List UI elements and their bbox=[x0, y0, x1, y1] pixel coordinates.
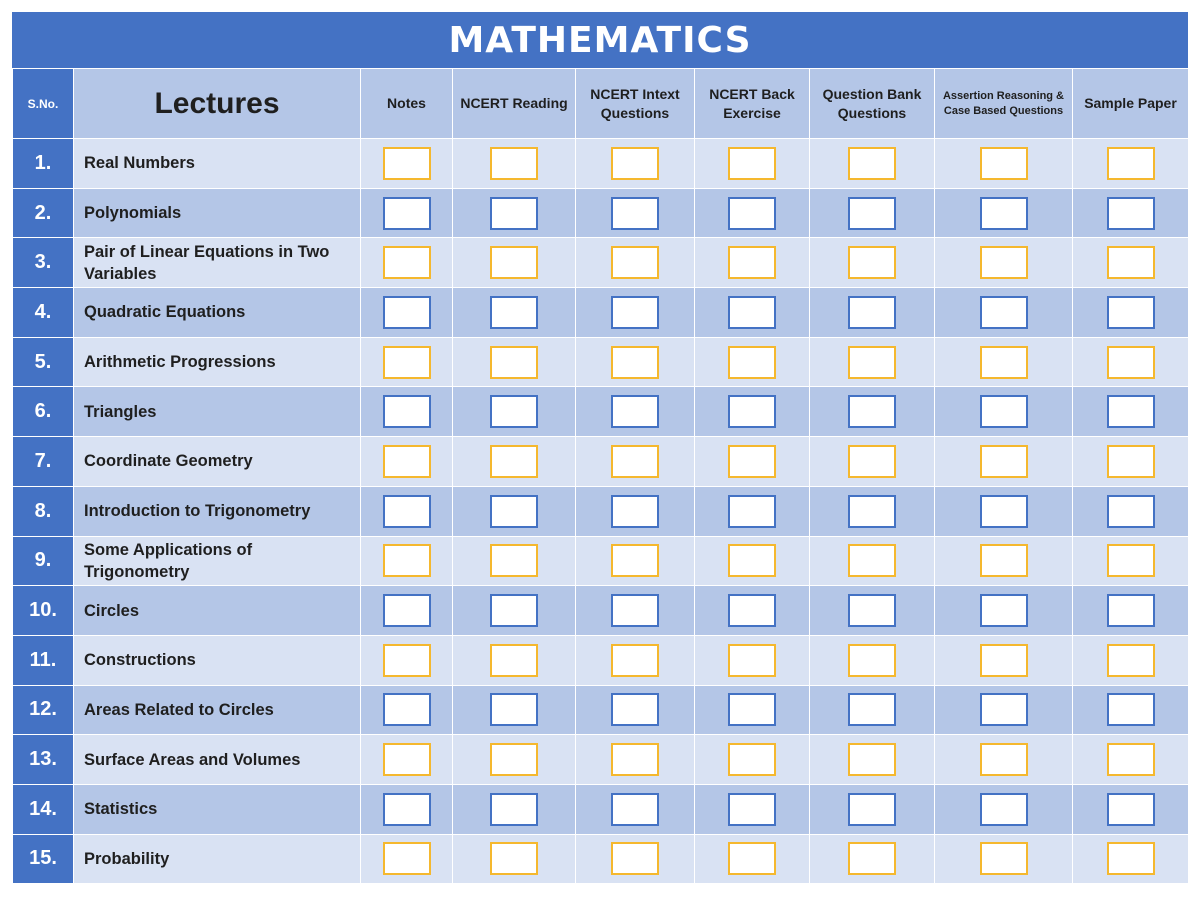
serial-number: 7. bbox=[13, 437, 74, 487]
assertion-reasoning-cell bbox=[935, 387, 1073, 437]
ncert-back-exercise-cell bbox=[695, 536, 810, 586]
ncert-back-exercise-cell bbox=[695, 337, 810, 387]
ncert-reading-cell bbox=[453, 536, 576, 586]
notes-cell bbox=[361, 735, 453, 785]
assertion-reasoning-cell bbox=[935, 288, 1073, 338]
serial-number: 4. bbox=[13, 288, 74, 338]
sample-paper-cell bbox=[1073, 635, 1189, 685]
serial-number: 12. bbox=[13, 685, 74, 735]
lecture-name: Real Numbers bbox=[74, 139, 361, 189]
serial-number: 8. bbox=[13, 486, 74, 536]
serial-number: 9. bbox=[13, 536, 74, 586]
sample-paper-header: Sample Paper bbox=[1073, 69, 1189, 139]
question-bank-cell bbox=[810, 238, 935, 288]
notes-checkbox[interactable] bbox=[383, 693, 431, 726]
ncert-intext-cell bbox=[576, 834, 695, 884]
ncert-intext-checkbox[interactable] bbox=[611, 246, 659, 279]
lecture-name: Surface Areas and Volumes bbox=[74, 735, 361, 785]
ncert-reading-cell bbox=[453, 586, 576, 636]
assertion-reasoning-cell bbox=[935, 188, 1073, 238]
notes-checkbox[interactable] bbox=[383, 743, 431, 776]
ncert-back-exercise-cell bbox=[695, 834, 810, 884]
ncert-reading-checkbox[interactable] bbox=[490, 544, 538, 577]
ncert-intext-cell bbox=[576, 437, 695, 487]
question-bank-checkbox[interactable] bbox=[848, 445, 896, 478]
header-row bbox=[13, 69, 1189, 139]
question-bank-cell bbox=[810, 834, 935, 884]
ncert-back-exercise-cell bbox=[695, 437, 810, 487]
ncert-reading-checkbox[interactable] bbox=[490, 445, 538, 478]
ncert-back-exercise-checkbox[interactable] bbox=[728, 147, 776, 180]
ncert-intext-checkbox[interactable] bbox=[611, 594, 659, 627]
sample-paper-cell bbox=[1073, 784, 1189, 834]
ncert-back-exercise-cell bbox=[695, 238, 810, 288]
assertion-reasoning-cell bbox=[935, 437, 1073, 487]
ncert-back-exercise-checkbox[interactable] bbox=[728, 246, 776, 279]
ncert-back-exercise-checkbox[interactable] bbox=[728, 544, 776, 577]
ncert-intext-cell bbox=[576, 784, 695, 834]
assertion-reasoning-checkbox[interactable] bbox=[980, 246, 1028, 279]
notes-cell bbox=[361, 188, 453, 238]
lecture-name: Introduction to Trigonometry bbox=[74, 486, 361, 536]
sample-paper-checkbox[interactable] bbox=[1107, 147, 1155, 180]
sample-paper-checkbox[interactable] bbox=[1107, 395, 1155, 428]
ncert-reading-cell bbox=[453, 188, 576, 238]
assertion-reasoning-cell bbox=[935, 685, 1073, 735]
question-bank-cell bbox=[810, 685, 935, 735]
serial-number: 3. bbox=[13, 238, 74, 288]
ncert-reading-checkbox[interactable] bbox=[490, 644, 538, 677]
notes-checkbox[interactable] bbox=[383, 445, 431, 478]
sample-paper-cell bbox=[1073, 586, 1189, 636]
question-bank-cell bbox=[810, 139, 935, 189]
ncert-back-exercise-checkbox[interactable] bbox=[728, 197, 776, 230]
question-bank-cell bbox=[810, 586, 935, 636]
ncert-reading-checkbox[interactable] bbox=[490, 743, 538, 776]
notes-checkbox[interactable] bbox=[383, 246, 431, 279]
assertion-reasoning-checkbox[interactable] bbox=[980, 693, 1028, 726]
lecture-name: Arithmetic Progressions bbox=[74, 337, 361, 387]
ncert-back-exercise-cell bbox=[695, 486, 810, 536]
table-row bbox=[13, 685, 1189, 735]
notes-checkbox[interactable] bbox=[383, 147, 431, 180]
sample-paper-cell bbox=[1073, 437, 1189, 487]
notes-checkbox[interactable] bbox=[383, 197, 431, 230]
ncert-back-exercise-cell bbox=[695, 288, 810, 338]
sample-paper-checkbox[interactable] bbox=[1107, 544, 1155, 577]
notes-cell bbox=[361, 288, 453, 338]
assertion-reasoning-cell bbox=[935, 337, 1073, 387]
notes-checkbox[interactable] bbox=[383, 495, 431, 528]
lecture-name: Some Applications of Trigonometry bbox=[74, 536, 361, 586]
question-bank-checkbox[interactable] bbox=[848, 147, 896, 180]
ncert-reading-cell bbox=[453, 437, 576, 487]
question-bank-cell bbox=[810, 735, 935, 785]
ncert-intext-checkbox[interactable] bbox=[611, 445, 659, 478]
notes-cell bbox=[361, 536, 453, 586]
serial-number: 11. bbox=[13, 635, 74, 685]
ncert-reading-checkbox[interactable] bbox=[490, 246, 538, 279]
notes-cell bbox=[361, 486, 453, 536]
ncert-intext-checkbox[interactable] bbox=[611, 544, 659, 577]
ncert-intext-checkbox[interactable] bbox=[611, 197, 659, 230]
table-row bbox=[13, 486, 1189, 536]
ncert-back-exercise-cell bbox=[695, 784, 810, 834]
ncert-intext-checkbox[interactable] bbox=[611, 395, 659, 428]
ncert-intext-checkbox[interactable] bbox=[611, 644, 659, 677]
assertion-reasoning-checkbox[interactable] bbox=[980, 346, 1028, 379]
lectures-header: Lectures bbox=[74, 69, 361, 139]
sample-paper-checkbox[interactable] bbox=[1107, 246, 1155, 279]
ncert-intext-cell bbox=[576, 536, 695, 586]
table-row bbox=[13, 337, 1189, 387]
table-row bbox=[13, 586, 1189, 636]
page-title: MATHEMATICS bbox=[12, 12, 1188, 68]
question-bank-checkbox[interactable] bbox=[848, 296, 896, 329]
ncert-back-exercise-checkbox[interactable] bbox=[728, 644, 776, 677]
sample-paper-cell bbox=[1073, 685, 1189, 735]
ncert-intext-cell bbox=[576, 188, 695, 238]
ncert-intext-checkbox[interactable] bbox=[611, 495, 659, 528]
ncert-back-exercise-checkbox[interactable] bbox=[728, 346, 776, 379]
sample-paper-checkbox[interactable] bbox=[1107, 793, 1155, 826]
ncert-intext-cell bbox=[576, 685, 695, 735]
assertion-reasoning-checkbox[interactable] bbox=[980, 793, 1028, 826]
notes-cell bbox=[361, 337, 453, 387]
ncert-intext-checkbox[interactable] bbox=[611, 693, 659, 726]
ncert-back-exercise-cell bbox=[695, 139, 810, 189]
notes-cell bbox=[361, 685, 453, 735]
sample-paper-checkbox[interactable] bbox=[1107, 495, 1155, 528]
assertion-reasoning-checkbox[interactable] bbox=[980, 594, 1028, 627]
serial-number: 13. bbox=[13, 735, 74, 785]
ncert-reading-checkbox[interactable] bbox=[490, 594, 538, 627]
lecture-name: Constructions bbox=[74, 635, 361, 685]
ncert-reading-checkbox[interactable] bbox=[490, 296, 538, 329]
ncert-back-exercise-checkbox[interactable] bbox=[728, 395, 776, 428]
ncert-intext-cell bbox=[576, 288, 695, 338]
notes-cell bbox=[361, 238, 453, 288]
serial-number: 1. bbox=[13, 139, 74, 189]
question-bank-checkbox[interactable] bbox=[848, 842, 896, 875]
sample-paper-cell bbox=[1073, 834, 1189, 884]
ncert-reading-checkbox[interactable] bbox=[490, 197, 538, 230]
notes-checkbox[interactable] bbox=[383, 395, 431, 428]
ncert-reading-cell bbox=[453, 735, 576, 785]
question-bank-cell bbox=[810, 337, 935, 387]
notes-checkbox[interactable] bbox=[383, 644, 431, 677]
sample-paper-cell bbox=[1073, 536, 1189, 586]
assertion-reasoning-header: Assertion Reasoning & Case Based Questions bbox=[935, 69, 1073, 139]
assertion-reasoning-checkbox[interactable] bbox=[980, 395, 1028, 428]
sample-paper-checkbox[interactable] bbox=[1107, 296, 1155, 329]
ncert-intext-cell bbox=[576, 586, 695, 636]
notes-checkbox[interactable] bbox=[383, 544, 431, 577]
ncert-reading-cell bbox=[453, 685, 576, 735]
ncert-reading-checkbox[interactable] bbox=[490, 395, 538, 428]
table-row bbox=[13, 238, 1189, 288]
ncert-intext-cell bbox=[576, 735, 695, 785]
question-bank-cell bbox=[810, 288, 935, 338]
serial-number: 2. bbox=[13, 188, 74, 238]
assertion-reasoning-cell bbox=[935, 238, 1073, 288]
sample-paper-cell bbox=[1073, 188, 1189, 238]
notes-cell bbox=[361, 387, 453, 437]
question-bank-cell bbox=[810, 635, 935, 685]
assertion-reasoning-cell bbox=[935, 834, 1073, 884]
ncert-reading-cell bbox=[453, 635, 576, 685]
ncert-intext-header: NCERT Intext Questions bbox=[576, 69, 695, 139]
question-bank-cell bbox=[810, 437, 935, 487]
assertion-reasoning-checkbox[interactable] bbox=[980, 495, 1028, 528]
sample-paper-checkbox[interactable] bbox=[1107, 743, 1155, 776]
assertion-reasoning-cell bbox=[935, 735, 1073, 785]
ncert-reading-cell bbox=[453, 337, 576, 387]
question-bank-checkbox[interactable] bbox=[848, 495, 896, 528]
question-bank-checkbox[interactable] bbox=[848, 743, 896, 776]
assertion-reasoning-cell bbox=[935, 586, 1073, 636]
sample-paper-checkbox[interactable] bbox=[1107, 693, 1155, 726]
ncert-intext-cell bbox=[576, 635, 695, 685]
ncert-reading-checkbox[interactable] bbox=[490, 793, 538, 826]
assertion-reasoning-checkbox[interactable] bbox=[980, 197, 1028, 230]
serial-number: 6. bbox=[13, 387, 74, 437]
lecture-name: Areas Related to Circles bbox=[74, 685, 361, 735]
table-row bbox=[13, 387, 1189, 437]
assertion-reasoning-checkbox[interactable] bbox=[980, 147, 1028, 180]
ncert-reading-cell bbox=[453, 387, 576, 437]
serial-number: 10. bbox=[13, 586, 74, 636]
lecture-name: Quadratic Equations bbox=[74, 288, 361, 338]
ncert-back-exercise-checkbox[interactable] bbox=[728, 594, 776, 627]
sample-paper-checkbox[interactable] bbox=[1107, 197, 1155, 230]
sample-paper-cell bbox=[1073, 337, 1189, 387]
ncert-intext-checkbox[interactable] bbox=[611, 346, 659, 379]
notes-checkbox[interactable] bbox=[383, 793, 431, 826]
ncert-back-exercise-cell bbox=[695, 635, 810, 685]
sample-paper-checkbox[interactable] bbox=[1107, 346, 1155, 379]
notes-header: Notes bbox=[361, 69, 453, 139]
table-row bbox=[13, 437, 1189, 487]
question-bank-cell bbox=[810, 536, 935, 586]
question-bank-cell bbox=[810, 784, 935, 834]
assertion-reasoning-checkbox[interactable] bbox=[980, 296, 1028, 329]
assertion-reasoning-checkbox[interactable] bbox=[980, 743, 1028, 776]
ncert-intext-checkbox[interactable] bbox=[611, 793, 659, 826]
question-bank-cell bbox=[810, 188, 935, 238]
sample-paper-checkbox[interactable] bbox=[1107, 445, 1155, 478]
ncert-back-exercise-checkbox[interactable] bbox=[728, 445, 776, 478]
table-row bbox=[13, 288, 1189, 338]
ncert-reading-checkbox[interactable] bbox=[490, 147, 538, 180]
sample-paper-cell bbox=[1073, 735, 1189, 785]
ncert-back-exercise-cell bbox=[695, 685, 810, 735]
assertion-reasoning-checkbox[interactable] bbox=[980, 644, 1028, 677]
serial-number: 14. bbox=[13, 784, 74, 834]
notes-cell bbox=[361, 635, 453, 685]
sample-paper-checkbox[interactable] bbox=[1107, 644, 1155, 677]
sample-paper-cell bbox=[1073, 486, 1189, 536]
ncert-intext-checkbox[interactable] bbox=[611, 147, 659, 180]
question-bank-checkbox[interactable] bbox=[848, 246, 896, 279]
question-bank-checkbox[interactable] bbox=[848, 594, 896, 627]
sample-paper-cell bbox=[1073, 288, 1189, 338]
lecture-name: Polynomials bbox=[74, 188, 361, 238]
lecture-name: Triangles bbox=[74, 387, 361, 437]
ncert-reading-checkbox[interactable] bbox=[490, 346, 538, 379]
ncert-back-exercise-cell bbox=[695, 586, 810, 636]
ncert-reading-cell bbox=[453, 784, 576, 834]
serial-number: 5. bbox=[13, 337, 74, 387]
assertion-reasoning-cell bbox=[935, 486, 1073, 536]
ncert-back-exercise-checkbox[interactable] bbox=[728, 693, 776, 726]
sample-paper-cell bbox=[1073, 139, 1189, 189]
question-bank-cell bbox=[810, 387, 935, 437]
serial-number: 15. bbox=[13, 834, 74, 884]
question-bank-checkbox[interactable] bbox=[848, 693, 896, 726]
ncert-reading-cell bbox=[453, 834, 576, 884]
question-bank-checkbox[interactable] bbox=[848, 395, 896, 428]
assertion-reasoning-cell bbox=[935, 536, 1073, 586]
lecture-rows bbox=[13, 139, 1189, 884]
lecture-name: Probability bbox=[74, 834, 361, 884]
ncert-back-exercise-cell bbox=[695, 735, 810, 785]
ncert-intext-cell bbox=[576, 337, 695, 387]
notes-cell bbox=[361, 586, 453, 636]
question-bank-checkbox[interactable] bbox=[848, 644, 896, 677]
ncert-reading-cell bbox=[453, 139, 576, 189]
ncert-intext-cell bbox=[576, 486, 695, 536]
ncert-reading-checkbox[interactable] bbox=[490, 842, 538, 875]
ncert-intext-cell bbox=[576, 238, 695, 288]
notes-cell bbox=[361, 437, 453, 487]
notes-cell bbox=[361, 784, 453, 834]
table-row bbox=[13, 635, 1189, 685]
assertion-reasoning-cell bbox=[935, 784, 1073, 834]
lecture-name: Circles bbox=[74, 586, 361, 636]
notes-checkbox[interactable] bbox=[383, 346, 431, 379]
sno-header: S.No. bbox=[13, 69, 74, 139]
ncert-intext-checkbox[interactable] bbox=[611, 743, 659, 776]
question-bank-checkbox[interactable] bbox=[848, 793, 896, 826]
notes-checkbox[interactable] bbox=[383, 296, 431, 329]
ncert-back-exercise-header: NCERT Back Exercise bbox=[695, 69, 810, 139]
notes-cell bbox=[361, 834, 453, 884]
sample-paper-checkbox[interactable] bbox=[1107, 842, 1155, 875]
table-row bbox=[13, 139, 1189, 189]
ncert-back-exercise-checkbox[interactable] bbox=[728, 296, 776, 329]
ncert-intext-cell bbox=[576, 139, 695, 189]
ncert-reading-header: NCERT Reading bbox=[453, 69, 576, 139]
ncert-back-exercise-cell bbox=[695, 188, 810, 238]
question-bank-header: Question Bank Questions bbox=[810, 69, 935, 139]
sample-paper-checkbox[interactable] bbox=[1107, 594, 1155, 627]
ncert-back-exercise-checkbox[interactable] bbox=[728, 842, 776, 875]
ncert-reading-cell bbox=[453, 238, 576, 288]
table-row bbox=[13, 735, 1189, 785]
lecture-tracker-table bbox=[12, 68, 1189, 884]
ncert-back-exercise-cell bbox=[695, 387, 810, 437]
assertion-reasoning-checkbox[interactable] bbox=[980, 544, 1028, 577]
ncert-reading-checkbox[interactable] bbox=[490, 495, 538, 528]
question-bank-checkbox[interactable] bbox=[848, 346, 896, 379]
ncert-intext-cell bbox=[576, 387, 695, 437]
table-row bbox=[13, 834, 1189, 884]
table-row bbox=[13, 188, 1189, 238]
lecture-name: Pair of Linear Equations in Two Variables bbox=[74, 238, 361, 288]
notes-checkbox[interactable] bbox=[383, 842, 431, 875]
sample-paper-cell bbox=[1073, 387, 1189, 437]
ncert-intext-checkbox[interactable] bbox=[611, 842, 659, 875]
question-bank-checkbox[interactable] bbox=[848, 197, 896, 230]
ncert-reading-cell bbox=[453, 486, 576, 536]
table-row bbox=[13, 536, 1189, 586]
lecture-name: Coordinate Geometry bbox=[74, 437, 361, 487]
assertion-reasoning-checkbox[interactable] bbox=[980, 842, 1028, 875]
question-bank-checkbox[interactable] bbox=[848, 544, 896, 577]
question-bank-cell bbox=[810, 486, 935, 536]
notes-checkbox[interactable] bbox=[383, 594, 431, 627]
ncert-back-exercise-checkbox[interactable] bbox=[728, 793, 776, 826]
ncert-back-exercise-checkbox[interactable] bbox=[728, 743, 776, 776]
ncert-reading-cell bbox=[453, 288, 576, 338]
lecture-name: Statistics bbox=[74, 784, 361, 834]
ncert-intext-checkbox[interactable] bbox=[611, 296, 659, 329]
table-row bbox=[13, 784, 1189, 834]
sample-paper-cell bbox=[1073, 238, 1189, 288]
assertion-reasoning-checkbox[interactable] bbox=[980, 445, 1028, 478]
assertion-reasoning-cell bbox=[935, 635, 1073, 685]
ncert-back-exercise-checkbox[interactable] bbox=[728, 495, 776, 528]
notes-cell bbox=[361, 139, 453, 189]
ncert-reading-checkbox[interactable] bbox=[490, 693, 538, 726]
assertion-reasoning-cell bbox=[935, 139, 1073, 189]
